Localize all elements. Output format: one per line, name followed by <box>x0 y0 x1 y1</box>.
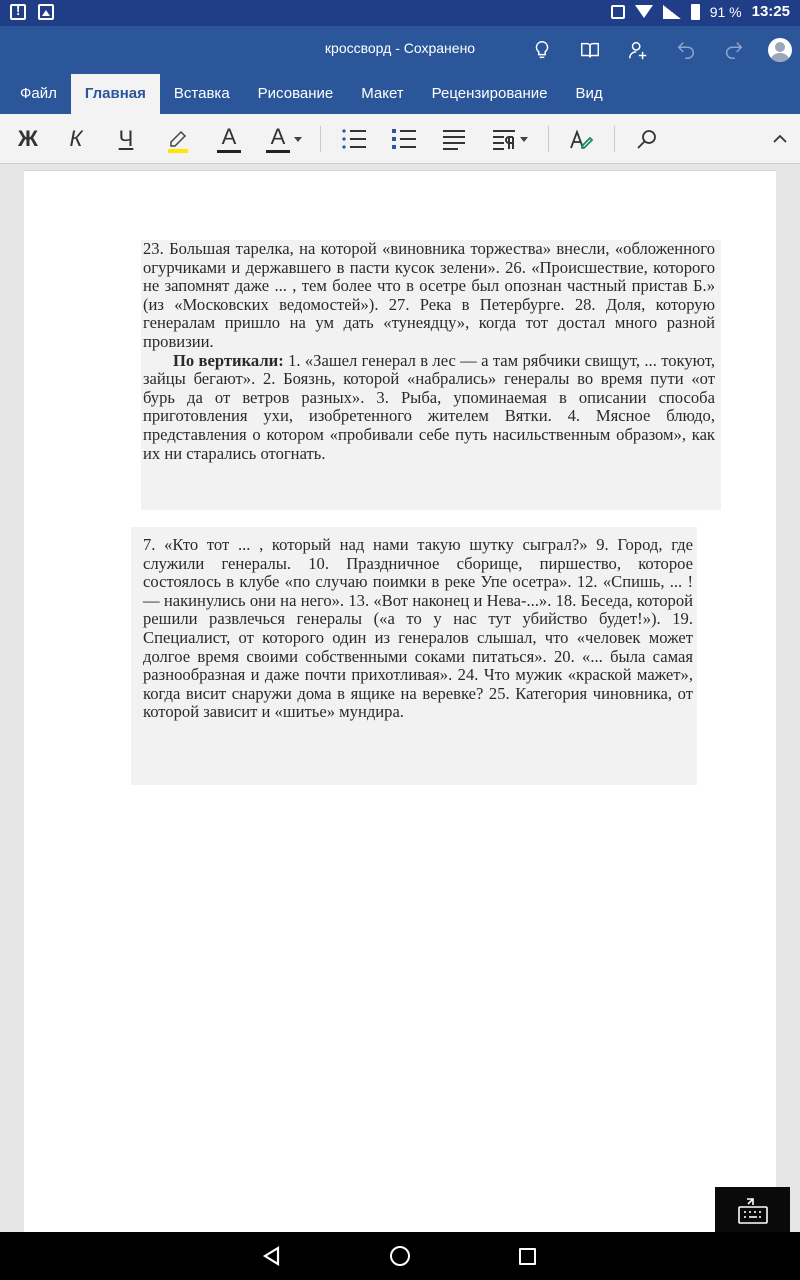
search-icon <box>636 128 658 150</box>
home-button[interactable] <box>390 1246 410 1266</box>
crossword-clues-vertical <box>143 352 715 464</box>
font-color-swatch <box>217 150 241 153</box>
ribbon-tabs <box>0 74 800 114</box>
system-navigation-bar <box>0 1232 800 1280</box>
chevron-down-icon <box>520 137 528 142</box>
signal-icon <box>663 5 681 19</box>
title-bar <box>0 26 800 74</box>
tab-draw[interactable]: Рисование <box>257 85 334 102</box>
scanned-image-2[interactable] <box>131 527 697 785</box>
chevron-down-icon <box>294 137 302 142</box>
vertical-heading: По вертикали: <box>173 350 284 370</box>
search-button[interactable] <box>632 122 662 156</box>
highlighter-icon <box>163 124 193 154</box>
share-person-icon[interactable] <box>624 36 652 64</box>
wifi-icon <box>635 5 653 18</box>
image-notification-icon <box>38 4 54 20</box>
tab-view[interactable]: Вид <box>575 85 603 102</box>
system-indicators <box>611 3 790 20</box>
highlight-button[interactable] <box>160 122 196 156</box>
tab-file[interactable]: Файл <box>20 85 57 102</box>
collapse-ribbon-button[interactable] <box>768 122 792 156</box>
account-avatar[interactable] <box>768 38 792 62</box>
numbered-list-icon <box>391 128 417 150</box>
bold-button[interactable]: Ж <box>18 126 38 151</box>
crossword-clues-continued: 7. «Кто тот ... , который над нами такую шутку сыграл?» 9. Город, где служили генералы. 10. Праздничное сборище, пиршество, которое состоялось в клубе «по случаю поимки в реке Упе осетра». 12. «Спишь, ... ! — накинулись они на него». 13. «Вот наконец и Нева-...». 18. Беседа, которой решили развлечься генералы («а то у нас тут убийство будет!»). 19. Специалист, от которого один из генералов слышал, что «человек может долгое время своими собственными соками питаться». 20. «... была самая разнообразная и даже почти прихотливая». 24. Что мужик «краской мажет», когда висит снаружи дома в ящике на веревке? 25. Категория чиновника, от которой зависит и «шитье» мундира. <box>143 535 693 722</box>
redo-icon[interactable] <box>720 36 748 64</box>
back-icon[interactable] <box>262 1246 282 1266</box>
recent-apps-button[interactable] <box>519 1248 536 1265</box>
battery-percent: 91 % <box>709 3 742 20</box>
tab-insert[interactable]: Вставка <box>173 85 230 102</box>
styles-button[interactable] <box>566 122 596 156</box>
chevron-up-icon <box>773 134 787 144</box>
read-mode-book-icon[interactable] <box>576 36 604 64</box>
align-left-icon <box>442 128 466 150</box>
vibrate-icon <box>611 5 625 19</box>
font-color-label: А <box>221 123 237 149</box>
status-bar <box>0 0 800 26</box>
text-effects-button[interactable] <box>262 122 306 156</box>
keyboard-toggle-button[interactable] <box>715 1187 790 1233</box>
numbering-button[interactable] <box>388 122 420 156</box>
text-effects-label: А <box>270 123 286 149</box>
keyboard-icon <box>737 1195 769 1225</box>
divider <box>614 126 615 152</box>
bullets-button[interactable] <box>338 122 370 156</box>
clock: 13:25 <box>751 3 790 20</box>
undo-icon[interactable] <box>672 36 700 64</box>
divider <box>320 126 321 152</box>
notification-icons <box>10 4 54 20</box>
vertical-clues-text: 1. «Зашел генерал в лес — а там рябчики свищут, ... токуют, зайцы бегают». 2. Боязнь, которой «набрались» генералы во время пути «от бурь да от ветров разных». 3. Рыба, упоминаемая в описании способа приготовления ухи, изобретенного жителем Вятки. 4. Мясное блюдо, представления о котором «пробивали себе путь насильственным образом», как их ни старались отогнать. <box>143 350 715 463</box>
alert-notification-icon <box>10 4 26 20</box>
paragraph-button[interactable] <box>488 122 532 156</box>
crossword-clues-horizontal: 23. Большая тарелка, на которой «виновника торжества» внесли, «обложенного огурчиками и державшего в пасти кусок зелени». 26. «Происшествие, которого не запомнят даже ... , тем более что в осетре был опознан частный пристав Б.» (из «Московских ведомостей»). 27. Река в Петербурге. 28. Доля, которую генералам пришло на ум дать «тунеядцу», когда тот достал много разной провизии. <box>143 239 715 351</box>
scanned-image-1[interactable] <box>141 240 721 510</box>
divider <box>548 126 549 152</box>
tab-layout[interactable]: Макет <box>361 85 404 102</box>
underline-button[interactable]: Ч <box>118 126 134 151</box>
battery-icon <box>691 4 700 20</box>
text-effects-swatch <box>266 150 290 153</box>
lightbulb-icon[interactable] <box>528 36 556 64</box>
font-color-button[interactable] <box>212 122 246 156</box>
paragraph-icon <box>492 128 516 150</box>
document-title[interactable]: кроссворд - Сохранено <box>324 40 476 56</box>
bullet-list-icon <box>341 128 367 150</box>
styles-pen-icon <box>568 126 594 152</box>
align-button[interactable] <box>438 122 470 156</box>
tab-home[interactable]: Главная <box>71 74 160 114</box>
italic-button[interactable]: К <box>69 126 83 151</box>
ribbon-toolbar <box>0 114 800 164</box>
tab-review[interactable]: Рецензирование <box>431 85 548 102</box>
